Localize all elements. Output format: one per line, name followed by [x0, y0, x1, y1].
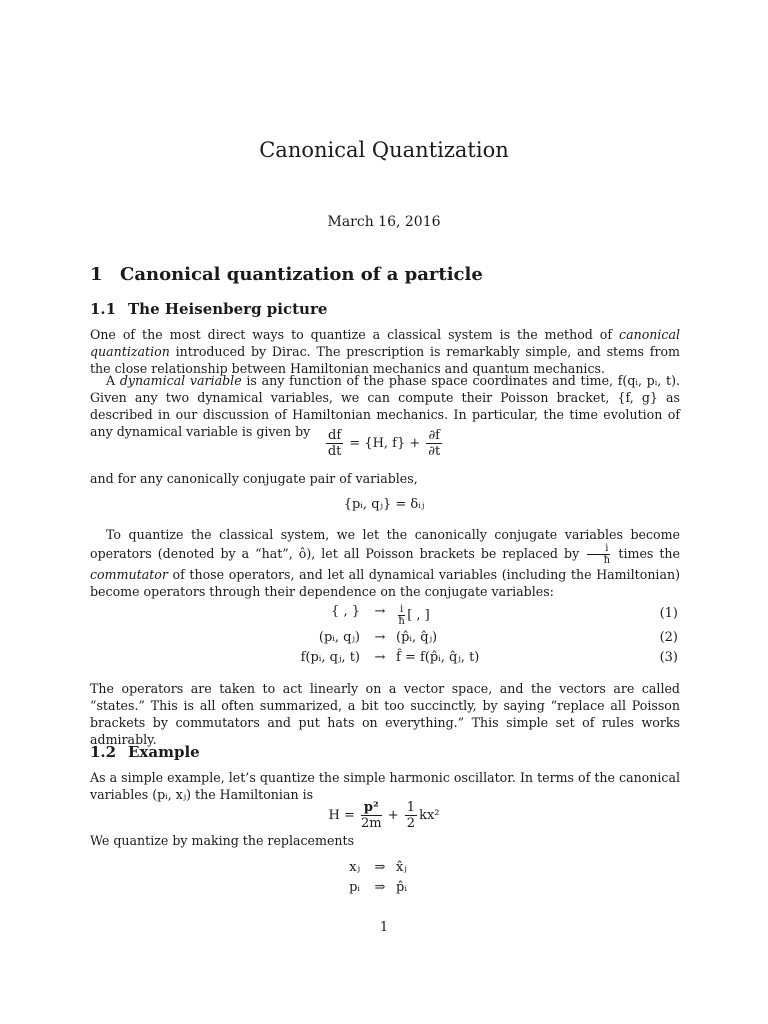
- document-title: Canonical Quantization: [259, 138, 509, 162]
- paragraph: [90, 526, 680, 600]
- equation-conjugate: {pᵢ, qⱼ} = δᵢⱼ: [343, 497, 425, 512]
- numerator: p²: [361, 800, 382, 816]
- denominator: dt: [327, 444, 342, 459]
- emphasis: dynamical variable: [119, 373, 242, 388]
- equation-time-evolution: [0, 428, 768, 459]
- denominator: ħ: [603, 555, 611, 566]
- equation-rhs: f̂ = f(p̂ᵢ, q̂ⱼ, t): [396, 650, 480, 665]
- equation-lhs: f(pᵢ, qⱼ, t): [300, 650, 360, 665]
- page-number: 1: [379, 920, 389, 935]
- equation-text: +: [383, 808, 403, 823]
- equation-hamiltonian: [0, 800, 768, 831]
- fraction: [326, 428, 343, 459]
- equation-row: [0, 604, 768, 627]
- paragraph: [90, 326, 680, 377]
- numerator: i: [400, 604, 404, 615]
- text-run: A: [106, 373, 120, 388]
- emphasis: commutator: [90, 567, 168, 582]
- denominator: ∂t: [428, 444, 441, 459]
- subsection-title: Example: [128, 743, 200, 761]
- equation-row: [0, 880, 768, 900]
- paragraph: The operators are taken to act linearly on a vector space, and the vectors are called “states.” This is all often summarized, a bit too succinctly, by saying “replace all Poisson brackets by commutators and put hats on everything.” This simple set of rules works admirably.: [90, 681, 680, 747]
- equation-rhs: [396, 604, 430, 627]
- text-run: One of the most direct ways to quantize a classical system is the method of: [90, 327, 620, 342]
- text-run: To quantize the classical system, we let the canonically conjugate variables become operators (denoted by a “hat”, ô), let all Poisson brackets be replaced by: [90, 527, 680, 561]
- section-title: Canonical quantization of a particle: [120, 264, 483, 285]
- emphasis: canonical quantization: [90, 327, 680, 359]
- equation-text: [ , ]: [407, 608, 430, 623]
- section-number: 1: [90, 264, 103, 285]
- equation-rhs: p̂ᵢ: [396, 880, 407, 895]
- equation-number: (1): [659, 606, 678, 621]
- numerator: ∂f: [428, 428, 440, 443]
- denominator: 2m: [361, 816, 382, 831]
- implies-arrow-icon: ⇒: [374, 880, 386, 895]
- equation-text: kx²: [419, 808, 440, 823]
- subsection-heading: [90, 300, 327, 318]
- text-run: is any function of the phase space coordinates and time, f(qᵢ, pᵢ, t). Given any two dynamical variables, we can compute their Poisson bracket, {f, g} as described in our discussion of Hamiltonian mechanics. In particular, the time evolution of any dynamical variable is given by: [90, 373, 680, 439]
- equation-number: (3): [659, 650, 678, 665]
- text-run: of those operators, and let all dynamical variables (including the Hamiltonian) become operators through their dependence on the conjugate variables:: [90, 567, 680, 599]
- denominator: ħ: [398, 616, 405, 627]
- implies-arrow-icon: ⇒: [374, 860, 386, 875]
- paragraph: As a simple example, let’s quantize the simple harmonic oscillator. In terms of the canonical variables (pᵢ, xⱼ) the Hamiltonian is: [90, 770, 680, 802]
- equation-row: [0, 630, 768, 650]
- equation-lhs: pᵢ: [349, 880, 360, 895]
- section-heading: [90, 264, 483, 285]
- arrow-icon: →: [374, 604, 386, 619]
- text-run: times the: [612, 546, 680, 561]
- fraction: [398, 604, 405, 627]
- paragraph: and for any canonically conjugate pair of variables,: [90, 471, 418, 486]
- fraction: [587, 543, 610, 566]
- equation-lhs: { , }: [331, 604, 360, 619]
- denominator: 2: [406, 816, 416, 831]
- equation-row: [0, 860, 768, 880]
- arrow-icon: →: [374, 650, 386, 665]
- fraction: [426, 428, 442, 459]
- numerator: i: [587, 543, 610, 555]
- equation-lhs: xⱼ: [349, 860, 360, 875]
- fraction: [405, 800, 417, 831]
- equation-rhs: (p̂ᵢ, q̂ⱼ): [396, 630, 438, 645]
- numerator: df: [328, 428, 342, 443]
- equation-text: H =: [328, 808, 359, 823]
- numerator: 1: [406, 800, 416, 815]
- paragraph: We quantize by making the replacements: [90, 833, 355, 848]
- subsection-title: The Heisenberg picture: [128, 300, 328, 318]
- arrow-icon: →: [374, 630, 386, 645]
- subsection-number: 1.1: [90, 300, 117, 318]
- equation-row: [0, 650, 768, 670]
- text-run: introduced by Dirac. The prescription is remarkably simple, and stems from the close relationship between Hamiltonian mechanics and quantum mechanics.: [90, 344, 680, 376]
- document-date: March 16, 2016: [327, 214, 441, 230]
- equation-lhs: (pᵢ, qⱼ): [318, 630, 360, 645]
- fraction: [361, 800, 382, 831]
- equation-rhs: x̂ⱼ: [396, 860, 407, 875]
- equation-number: (2): [659, 630, 678, 645]
- subsection-number: 1.2: [90, 743, 117, 761]
- subsection-heading: [90, 743, 200, 761]
- equation-text: = {H, f} +: [345, 436, 425, 451]
